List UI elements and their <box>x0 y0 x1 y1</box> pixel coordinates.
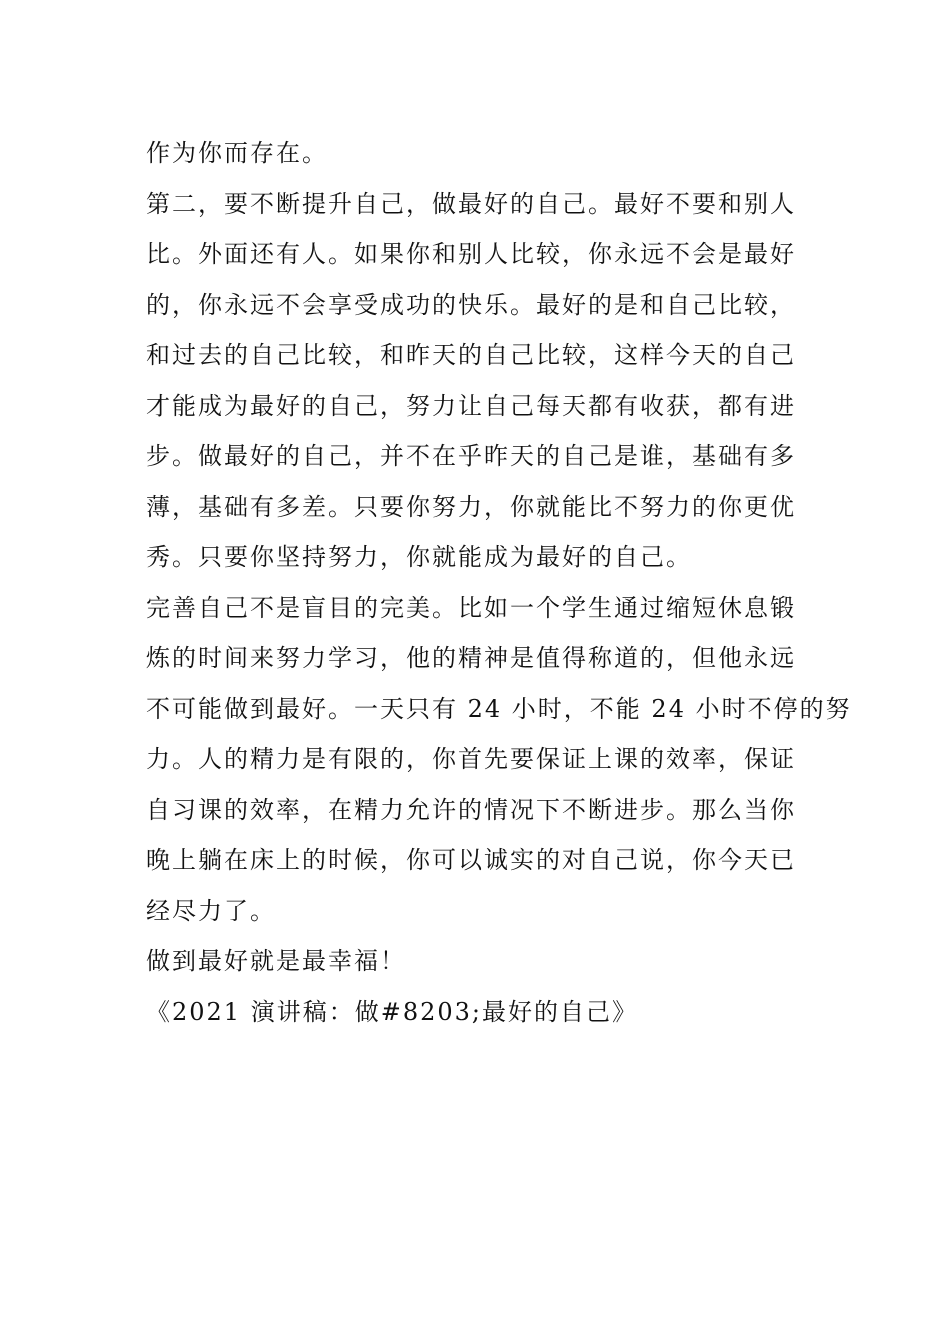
paragraph-line: 完善自己不是盲目的完美。比如一个学生通过缩短休息锻 <box>146 593 796 622</box>
paragraph-line: 比。外面还有人。如果你和别人比较，你永远不会是最好 <box>146 240 796 268</box>
paragraph-line: 不可能做到最好。一天只有 24 小时，不能 24 小时不停的努 <box>146 694 852 723</box>
paragraph-line: 自习课的效率，在精力允许的情况下不断进步。那么当你 <box>146 795 796 824</box>
paragraph-line: 晚上躺在床上的时候，你可以诚实的对自己说，你今天已 <box>146 846 796 874</box>
paragraph-line: 薄，基础有多差。只要你努力，你就能比不努力的你更优 <box>146 492 796 521</box>
document-body <box>146 128 852 1037</box>
paragraph-line: 经尽力了。 <box>146 896 276 925</box>
paragraph-line: 作为你而存在。 <box>146 139 328 167</box>
paragraph-line: 步。做最好的自己，并不在乎昨天的自己是谁，基础有多 <box>146 442 796 470</box>
paragraph-line: 力。人的精力是有限的，你首先要保证上课的效率，保证 <box>146 745 796 773</box>
paragraph-line: 第二，要不断提升自己，做最好的自己。最好不要和别人 <box>146 189 796 218</box>
paragraph-line: 秀。只要你坚持努力，你就能成为最好的自己。 <box>146 543 692 571</box>
paragraph-line: 的，你永远不会享受成功的快乐。最好的是和自己比较， <box>146 290 796 319</box>
paragraph-line: 炼的时间来努力学习，他的精神是值得称道的，但他永远 <box>146 644 796 672</box>
closing-line: 做到最好就是最幸福！ <box>146 947 406 975</box>
document-title-footer: 《2021 演讲稿：做#8203;最好的自己》 <box>146 997 638 1026</box>
paragraph-line: 才能成为最好的自己，努力让自己每天都有收获，都有进 <box>146 391 796 420</box>
paragraph-line: 和过去的自己比较，和昨天的自己比较，这样今天的自己 <box>146 341 796 369</box>
